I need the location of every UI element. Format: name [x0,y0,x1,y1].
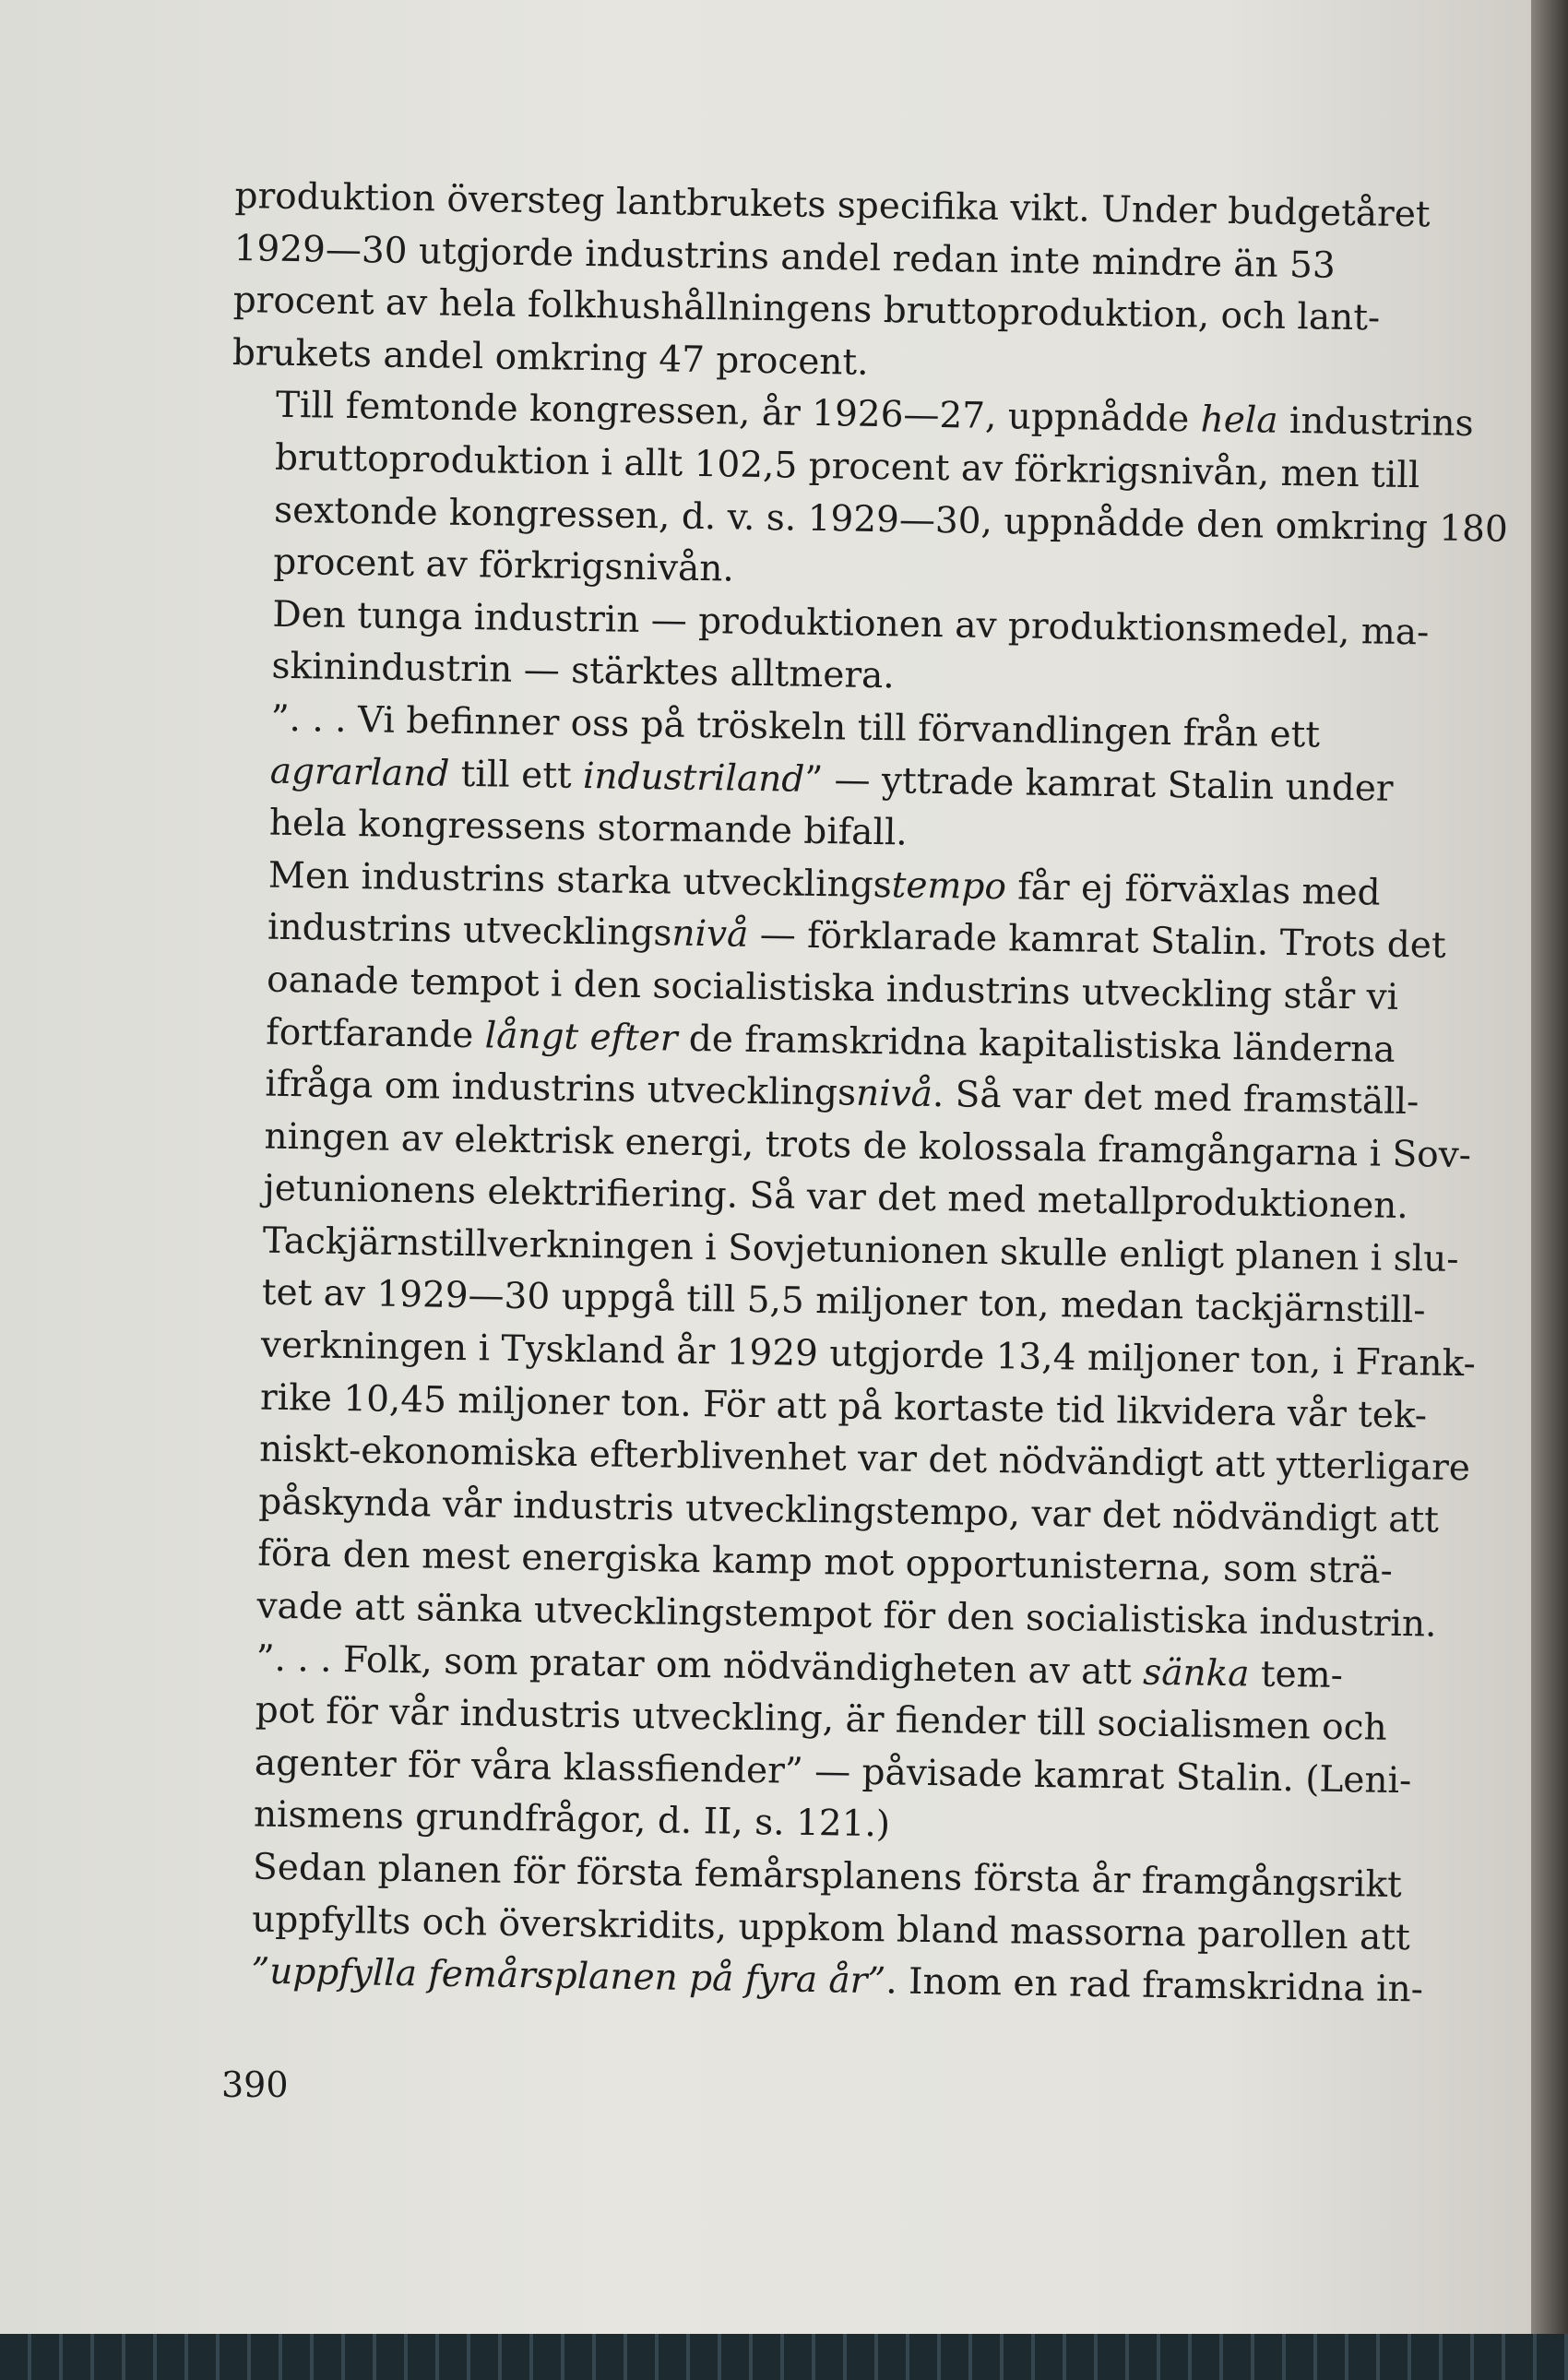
text-line: brukets andel omkring 47 procent. [232,331,869,384]
text-line: nismens grundfrågor, d. II, s. 121.) [253,1793,891,1846]
text-line: ”. . . Vi befinner oss på tröskeln till förvandlingen från ett [270,697,1321,756]
text-line: sextonde kongressen, d. v. s. 1929—30, uppnådde den omkring 180 [273,489,1509,551]
text-line: bruttoproduktion i allt 102,5 procent av förkrigsnivån, men till [274,436,1420,497]
paragraph [207,1841,1436,2017]
paragraph [209,1632,1439,1860]
text-line: rike 10,45 miljoner ton. För att på kortaste tid likvidera vår tek- [259,1376,1428,1437]
text-line: ”uppfylla femårsplanen på fyra år”. Inom en rad framskridna in- [250,1950,1424,2011]
text-line: jetunionens elektrifiering. Så var det med metallproduktionen. [263,1167,1409,1228]
text-line: påskynda vår industris utvecklingstempo, var det nödvändigt att [257,1481,1440,1541]
text-line: procent av hela folkhushållningens bruttoproduktion, och lant- [232,280,1381,339]
text-line: Den tunga industrin — produktionen av produktionsmedel, ma- [272,593,1430,654]
text-line: Men industrins starka utvecklingstempo får ej förväxlas med [267,854,1381,914]
paragraph [212,850,1477,1652]
paragraph [227,589,1455,712]
text-line: industrins utvecklingsnivå — förklarade kamrat Stalin. Trots det [267,906,1446,968]
text-line: hela kongressens stormande bifall. [268,802,909,854]
paragraph [224,693,1454,869]
paragraph [232,171,1461,399]
text-line: oanade tempot i den socialistiska industrins utveckling står vi [266,958,1399,1018]
text-line: Tackjärnstillverkningen i Sovjetunionen skulle enligt planen i slu- [262,1220,1459,1280]
page-edge [1531,0,1568,2334]
text-line: fortfarande långt efter de framskridna kapitalistiska länderna [265,1011,1396,1071]
text-line: föra den mest energiska kamp mot opportunisterna, som strä- [257,1533,1394,1593]
text-line: vade att sänka utvecklingstempot för den socialistiska industrin. [256,1585,1437,1646]
text-line: skinindustrin — stärktes alltmera. [271,646,896,697]
text-line: Till femtonde kongressen, år 1926—27, uppnådde hela industrins [275,385,1474,446]
text-line: uppfyllts och överskridits, uppkom bland massorna parollen att [251,1898,1411,1958]
text-line: ningen av elektrisk energi, trots de kolossala framgångarna i Sov- [264,1115,1472,1176]
text-line: agenter för våra klassfiender” — påvisade kamrat Stalin. (Leni- [254,1742,1412,1803]
text-line: niskt-ekonomiska efterblivenhet var det nödvändigt att ytterligare [258,1428,1471,1490]
text-line: ”. . . Folk, som pratar om nödvändigheten av att sänka tem- [255,1637,1344,1696]
scanner-background [0,2334,1568,2380]
text-line: tet av 1929—30 uppgå till 5,5 miljoner ton, medan tackjärnstill- [261,1272,1426,1332]
text-line: ifråga om industrins utvecklingsnivå. Så var det med framställ- [265,1063,1420,1124]
text-line: procent av förkrigsnivån. [272,541,735,590]
page-number: 390 [221,2065,289,2105]
text-line: pot för vår industris utveckling, är fiender till socialismen och [255,1689,1387,1750]
paragraph [229,379,1509,607]
text-line: 1929—30 utgjorde industrins andel redan inte mindre än 53 [233,227,1336,287]
body-text [207,171,1509,2017]
text-line: produktion översteg lantbrukets specifika vikt. Under budgetåret [234,174,1431,236]
text-line: verkningen i Tyskland år 1929 utgjorde 13,4 miljoner ton, i Frank- [260,1324,1477,1386]
text-line: Sedan planen för första femårsplanens första år framgångsrikt [252,1846,1403,1907]
text-line: agrarland till ett industriland” — yttrade kamrat Stalin under [269,750,1394,810]
